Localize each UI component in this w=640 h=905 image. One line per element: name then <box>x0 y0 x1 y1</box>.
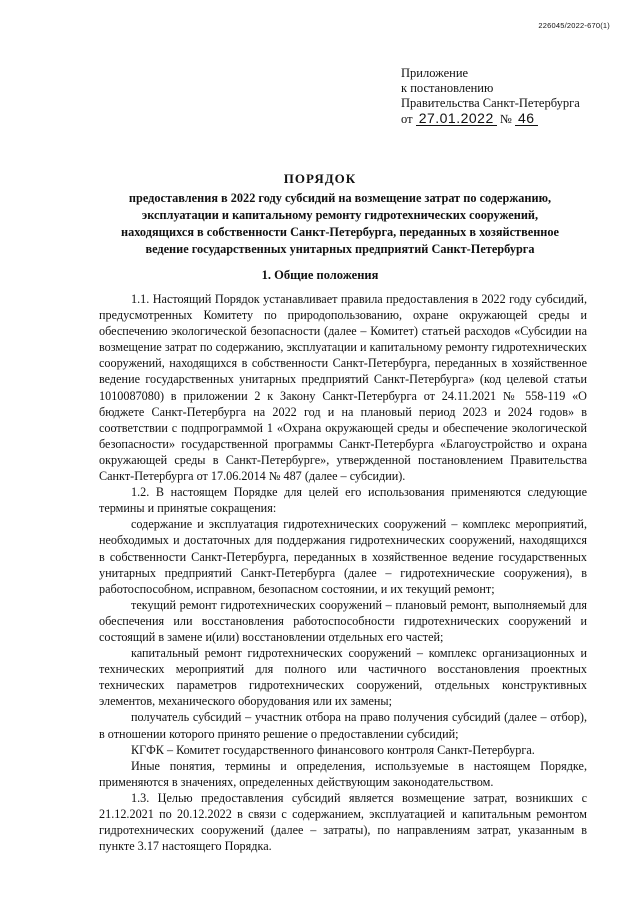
resolution-number: 46 <box>515 111 538 126</box>
paragraph: 1.1. Настоящий Порядок устанавливает правила предоставления в 2022 году субсидий, предусмотренных Комитету по природопользованию, охране окружающей среды и обеспечению экологической безопасности (далее – Комитет) статьей расходов «Субсидии на возмещение затрат по содержанию, эксплуатации и капитальному ремонту гидротехнических сооружений, находящихся в собственности Санкт-Петербурга, переданных в хозяйственное ведение государственных унитарных предприятий Санкт-Петербурга» (код целевой статьи 1010087080) в приложении 2 к Закону Санкт-Петербурга от 24.11.2021 № 558-119 «О бюджете Санкт-Петербурга на 2022 год и на плановый период 2023 и 2024 годов» в соответствии с подпрограммой 1 «Охрана окружающей среды и обеспечение экологической безопасности» государственной программы Санкт-Петербурга «Благоустройство и охрана окружающей среды в Санкт-Петербурге», утвержденной постановлением Правительства Санкт-Петербурга от 17.06.2014 № 487 (далее – субсидии). <box>99 292 587 484</box>
section-title: 1. Общие положения <box>261 268 379 282</box>
paragraph: Иные понятия, термины и определения, используемые в настоящем Порядке, применяются в значениях, определенных действующим законодательством. <box>99 758 587 789</box>
number-prefix: № <box>499 112 512 126</box>
document-body <box>99 291 587 854</box>
paragraph: 1.3. Целью предоставления субсидий является возмещение затрат, возникших с 21.12.2021 по 20.12.2022 в связи с содержанием, эксплуатацией и капитальным ремонтом гидротехнических сооружений (далее – затраты), по направлениям затрат, указанным в пункте 3.17 настоящего Порядка. <box>99 790 587 854</box>
appendix-line-3: Правительства Санкт-Петербурга <box>401 96 580 110</box>
paragraph: получатель субсидий – участник отбора на право получения субсидий (далее – отбор), в отношении которого принято решение о предоставлении субсидий; <box>99 710 587 741</box>
paragraph: 1.2. В настоящем Порядке для целей его использования применяются следующие термины и принятые сокращения: <box>99 485 587 516</box>
paragraph: капитальный ремонт гидротехнических сооружений – комплекс организационных и технических мероприятий для полного или частичного восстановления проектных технических параметров гидротехнических сооружений, отдельных конструктивных элементов, механического оборудования или их замены; <box>99 646 587 709</box>
document-title: ПОРЯДОК <box>283 171 357 186</box>
paragraph: текущий ремонт гидротехнических сооружений – плановый ремонт, выполняемый для обеспечения или восстановления работоспособности гидротехнических сооружений и состоящий в замене и(или) восстановлении отдельных его частей; <box>99 597 587 644</box>
resolution-date: 27.01.2022 <box>416 111 497 126</box>
date-prefix: от <box>401 112 413 126</box>
document-id: 226045/2022-670(1) <box>538 21 610 30</box>
document-subtitle: предоставления в 2022 году субсидий на возмещение затрат по содержанию, эксплуатации и капитальному ремонту гидротехнических сооружений, находящихся в собственности Санкт-Петербурга, переданных в хозяйственное ведение государственных унитарных предприятий Санкт-Петербурга <box>121 191 559 256</box>
appendix-line-2: к постановлению <box>401 81 494 95</box>
appendix-date-line <box>401 111 580 127</box>
appendix-line-1: Приложение <box>401 66 469 80</box>
paragraph: содержание и эксплуатация гидротехнических сооружений – комплекс мероприятий, необходимых и достаточных для поддержания гидротехнических сооружений, находящихся в собственности Санкт-Петербурга, переданных в хозяйственное ведение государственных унитарных предприятий Санкт-Петербурга (далее – гидротехнические сооружения), в работоспособном, исправном, безопасном состоянии, и их текущий ремонт; <box>99 517 587 596</box>
paragraph: КГФК – Комитет государственного финансового контроля Санкт-Петербурга. <box>131 742 535 757</box>
appendix-block <box>401 66 580 127</box>
